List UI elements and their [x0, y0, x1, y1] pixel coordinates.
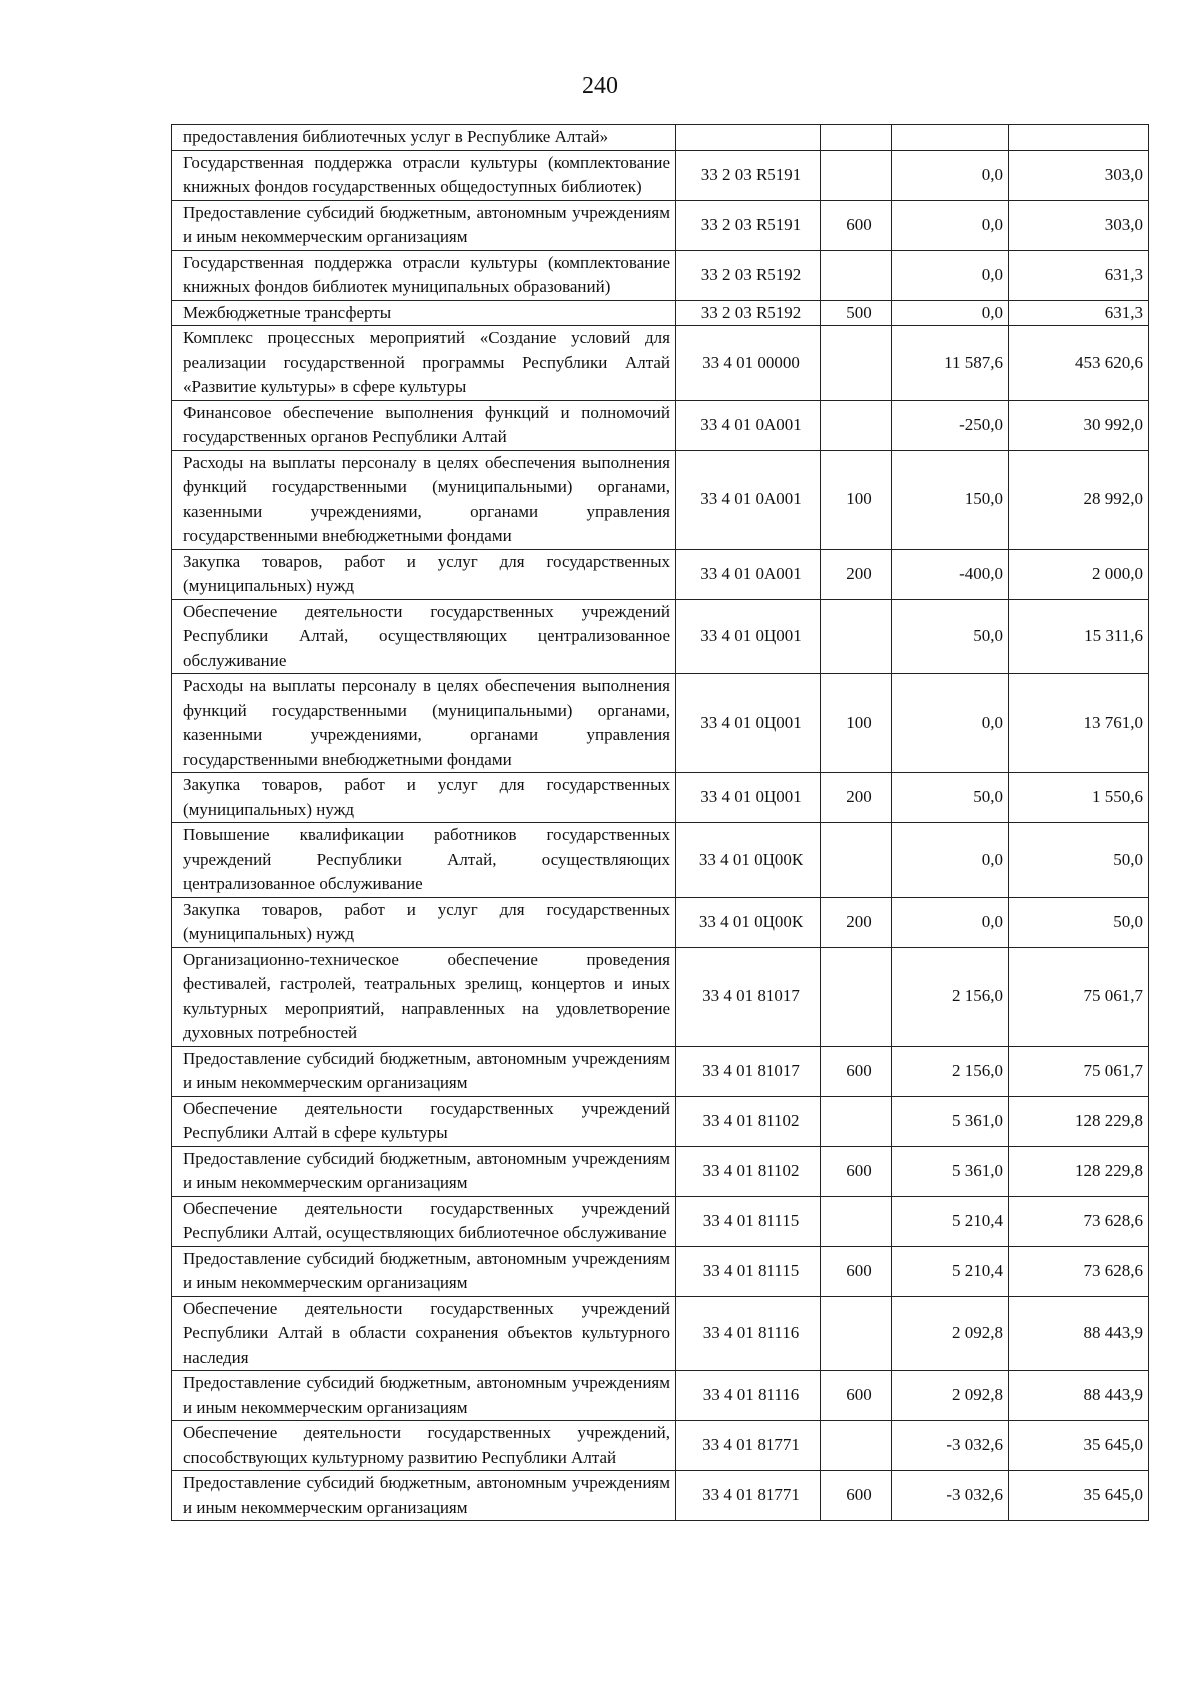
row-name-cell: Предоставление субсидий бюджетным, автономным учреждениям и иным некоммерческим организациям	[172, 1046, 676, 1096]
row-code-cell: 33 4 01 0Ц00К	[676, 897, 821, 947]
row-amount-change-cell: 5 361,0	[892, 1096, 1009, 1146]
row-expense-type-cell: 200	[821, 549, 892, 599]
row-amount-change-cell: 11 587,6	[892, 326, 1009, 401]
row-code-cell: 33 4 01 0Ц001	[676, 674, 821, 773]
row-code-cell: 33 4 01 81115	[676, 1196, 821, 1246]
row-amount-total-cell: 35 645,0	[1009, 1471, 1149, 1521]
table-row	[172, 897, 1149, 947]
row-code-cell: 33 2 03 R5191	[676, 150, 821, 200]
row-amount-change-cell: 150,0	[892, 450, 1009, 549]
table-row	[172, 1146, 1149, 1196]
row-code-cell: 33 4 01 81102	[676, 1096, 821, 1146]
table-row	[172, 450, 1149, 549]
row-amount-total-cell: 2 000,0	[1009, 549, 1149, 599]
row-code-cell: 33 4 01 81771	[676, 1471, 821, 1521]
row-expense-type-cell: 500	[821, 300, 892, 326]
table-row	[172, 400, 1149, 450]
table-row	[172, 1196, 1149, 1246]
row-name-cell: Предоставление субсидий бюджетным, автономным учреждениям и иным некоммерческим организациям	[172, 1246, 676, 1296]
row-name-cell: Межбюджетные трансферты	[172, 300, 676, 326]
row-expense-type-cell: 100	[821, 674, 892, 773]
row-code-cell: 33 4 01 81116	[676, 1296, 821, 1371]
table-row	[172, 200, 1149, 250]
row-amount-total-cell: 30 992,0	[1009, 400, 1149, 450]
row-amount-total-cell: 75 061,7	[1009, 947, 1149, 1046]
row-code-cell: 33 4 01 81017	[676, 947, 821, 1046]
row-amount-total-cell: 88 443,9	[1009, 1371, 1149, 1421]
table-row	[172, 773, 1149, 823]
row-expense-type-cell	[821, 250, 892, 300]
row-expense-type-cell	[821, 1296, 892, 1371]
row-code-cell: 33 4 01 81116	[676, 1371, 821, 1421]
row-amount-total-cell: 631,3	[1009, 250, 1149, 300]
row-code-cell: 33 4 01 0Ц001	[676, 773, 821, 823]
row-name-cell: Повышение квалификации работников государственных учреждений Республики Алтай, осуществляющих централизованное обслуживание	[172, 823, 676, 898]
row-amount-change-cell: -3 032,6	[892, 1421, 1009, 1471]
row-expense-type-cell: 600	[821, 1471, 892, 1521]
row-amount-change-cell: 0,0	[892, 674, 1009, 773]
row-expense-type-cell	[821, 1421, 892, 1471]
row-expense-type-cell: 200	[821, 897, 892, 947]
row-name-cell: Комплекс процессных мероприятий «Создание условий для реализации государственной программы Республики Алтай «Развитие культуры» в сфере культуры	[172, 326, 676, 401]
row-expense-type-cell: 600	[821, 1246, 892, 1296]
row-amount-total-cell: 15 311,6	[1009, 599, 1149, 674]
row-amount-total-cell: 1 550,6	[1009, 773, 1149, 823]
row-amount-change-cell: 5 361,0	[892, 1146, 1009, 1196]
table-row	[172, 1296, 1149, 1371]
row-amount-change-cell: -250,0	[892, 400, 1009, 450]
row-name-cell: Расходы на выплаты персоналу в целях обеспечения выполнения функций государственными (муниципальными) органами, казенными учреждениями, органами управления государственными внебюджетными фондами	[172, 674, 676, 773]
table-row	[172, 250, 1149, 300]
row-amount-change-cell: -400,0	[892, 549, 1009, 599]
row-code-cell: 33 4 01 0Ц001	[676, 599, 821, 674]
row-name-cell: Обеспечение деятельности государственных учреждений Республики Алтай, осуществляющих централизованное обслуживание	[172, 599, 676, 674]
row-expense-type-cell	[821, 1196, 892, 1246]
row-name-cell: Государственная поддержка отрасли культуры (комплектование книжных фондов библиотек муниципальных образований)	[172, 250, 676, 300]
row-code-cell: 33 4 01 0А001	[676, 549, 821, 599]
row-name-cell: Обеспечение деятельности государственных учреждений Республики Алтай, осуществляющих библиотечное обслуживание	[172, 1196, 676, 1246]
row-expense-type-cell: 100	[821, 450, 892, 549]
row-expense-type-cell	[821, 400, 892, 450]
row-amount-total-cell: 303,0	[1009, 200, 1149, 250]
table-row	[172, 1246, 1149, 1296]
row-amount-change-cell: 2 092,8	[892, 1371, 1009, 1421]
row-expense-type-cell: 600	[821, 200, 892, 250]
row-name-cell: Расходы на выплаты персоналу в целях обеспечения выполнения функций государственными (муниципальными) органами, казенными учреждениями, органами управления государственными внебюджетными фондами	[172, 450, 676, 549]
table-row	[172, 1471, 1149, 1521]
row-amount-change-cell: 50,0	[892, 599, 1009, 674]
row-amount-total-cell: 50,0	[1009, 823, 1149, 898]
table-row	[172, 150, 1149, 200]
row-name-cell: Предоставление субсидий бюджетным, автономным учреждениям и иным некоммерческим организациям	[172, 1146, 676, 1196]
table-row	[172, 549, 1149, 599]
row-amount-total-cell: 73 628,6	[1009, 1246, 1149, 1296]
table-row	[172, 674, 1149, 773]
row-code-cell: 33 4 01 81115	[676, 1246, 821, 1296]
row-amount-change-cell: 0,0	[892, 300, 1009, 326]
table-row	[172, 1096, 1149, 1146]
table-row	[172, 300, 1149, 326]
row-amount-total-cell: 128 229,8	[1009, 1146, 1149, 1196]
row-code-cell: 33 4 01 81771	[676, 1421, 821, 1471]
row-expense-type-cell	[821, 1096, 892, 1146]
row-code-cell: 33 4 01 81017	[676, 1046, 821, 1096]
row-amount-total-cell: 75 061,7	[1009, 1046, 1149, 1096]
row-name-cell: Закупка товаров, работ и услуг для государственных (муниципальных) нужд	[172, 549, 676, 599]
row-amount-total-cell: 28 992,0	[1009, 450, 1149, 549]
row-amount-change-cell: -3 032,6	[892, 1471, 1009, 1521]
row-amount-change-cell: 0,0	[892, 250, 1009, 300]
row-expense-type-cell	[821, 599, 892, 674]
row-name-cell: Обеспечение деятельности государственных учреждений Республики Алтай в области сохранения объектов культурного наследия	[172, 1296, 676, 1371]
row-name-cell: Обеспечение деятельности государственных учреждений Республики Алтай в сфере культуры	[172, 1096, 676, 1146]
row-amount-change-cell: 2 092,8	[892, 1296, 1009, 1371]
row-expense-type-cell	[821, 947, 892, 1046]
budget-table-body	[172, 125, 1149, 1521]
table-row	[172, 1046, 1149, 1096]
row-amount-change-cell	[892, 125, 1009, 151]
row-name-cell: Закупка товаров, работ и услуг для государственных (муниципальных) нужд	[172, 773, 676, 823]
row-code-cell: 33 4 01 00000	[676, 326, 821, 401]
row-name-cell: Обеспечение деятельности государственных учреждений, способствующих культурному развитию Республики Алтай	[172, 1421, 676, 1471]
row-amount-total-cell: 13 761,0	[1009, 674, 1149, 773]
row-amount-change-cell: 5 210,4	[892, 1196, 1009, 1246]
table-row	[172, 823, 1149, 898]
row-name-cell: Закупка товаров, работ и услуг для государственных (муниципальных) нужд	[172, 897, 676, 947]
row-code-cell: 33 4 01 81102	[676, 1146, 821, 1196]
row-amount-total-cell: 303,0	[1009, 150, 1149, 200]
row-name-cell: предоставления библиотечных услуг в Республике Алтай»	[172, 125, 676, 151]
table-row	[172, 599, 1149, 674]
row-amount-total-cell: 128 229,8	[1009, 1096, 1149, 1146]
row-expense-type-cell: 600	[821, 1371, 892, 1421]
page-number: 240	[582, 73, 618, 99]
row-code-cell: 33 4 01 0Ц00К	[676, 823, 821, 898]
row-name-cell: Финансовое обеспечение выполнения функций и полномочий государственных органов Республики Алтай	[172, 400, 676, 450]
row-amount-change-cell: 0,0	[892, 200, 1009, 250]
row-expense-type-cell	[821, 150, 892, 200]
table-row	[172, 947, 1149, 1046]
row-name-cell: Организационно-техническое обеспечение проведения фестивалей, гастролей, театральных зрелищ, концертов и иных культурных мероприятий, направленных на удовлетворение духовных потребностей	[172, 947, 676, 1046]
row-code-cell: 33 4 01 0А001	[676, 450, 821, 549]
row-amount-total-cell: 631,3	[1009, 300, 1149, 326]
row-amount-change-cell: 2 156,0	[892, 1046, 1009, 1096]
row-expense-type-cell: 600	[821, 1046, 892, 1096]
row-expense-type-cell: 200	[821, 773, 892, 823]
row-name-cell: Предоставление субсидий бюджетным, автономным учреждениям и иным некоммерческим организациям	[172, 1371, 676, 1421]
row-amount-total-cell: 453 620,6	[1009, 326, 1149, 401]
row-code-cell: 33 2 03 R5191	[676, 200, 821, 250]
budget-table	[171, 124, 1149, 1521]
row-amount-change-cell: 0,0	[892, 150, 1009, 200]
row-code-cell	[676, 125, 821, 151]
row-code-cell: 33 4 01 0А001	[676, 400, 821, 450]
table-row	[172, 1371, 1149, 1421]
row-amount-total-cell: 35 645,0	[1009, 1421, 1149, 1471]
row-amount-total-cell: 50,0	[1009, 897, 1149, 947]
row-code-cell: 33 2 03 R5192	[676, 250, 821, 300]
table-row	[172, 125, 1149, 151]
row-expense-type-cell	[821, 125, 892, 151]
row-name-cell: Предоставление субсидий бюджетным, автономным учреждениям и иным некоммерческим организациям	[172, 1471, 676, 1521]
row-name-cell: Предоставление субсидий бюджетным, автономным учреждениям и иным некоммерческим организациям	[172, 200, 676, 250]
row-amount-change-cell: 0,0	[892, 897, 1009, 947]
row-amount-change-cell: 50,0	[892, 773, 1009, 823]
row-amount-change-cell: 0,0	[892, 823, 1009, 898]
table-row	[172, 326, 1149, 401]
row-expense-type-cell	[821, 823, 892, 898]
row-amount-change-cell: 2 156,0	[892, 947, 1009, 1046]
row-amount-change-cell: 5 210,4	[892, 1246, 1009, 1296]
row-amount-total-cell: 73 628,6	[1009, 1196, 1149, 1246]
row-name-cell: Государственная поддержка отрасли культуры (комплектование книжных фондов государственных общедоступных библиотек)	[172, 150, 676, 200]
table-row	[172, 1421, 1149, 1471]
row-amount-total-cell: 88 443,9	[1009, 1296, 1149, 1371]
row-expense-type-cell	[821, 326, 892, 401]
row-code-cell: 33 2 03 R5192	[676, 300, 821, 326]
row-amount-total-cell	[1009, 125, 1149, 151]
row-expense-type-cell: 600	[821, 1146, 892, 1196]
